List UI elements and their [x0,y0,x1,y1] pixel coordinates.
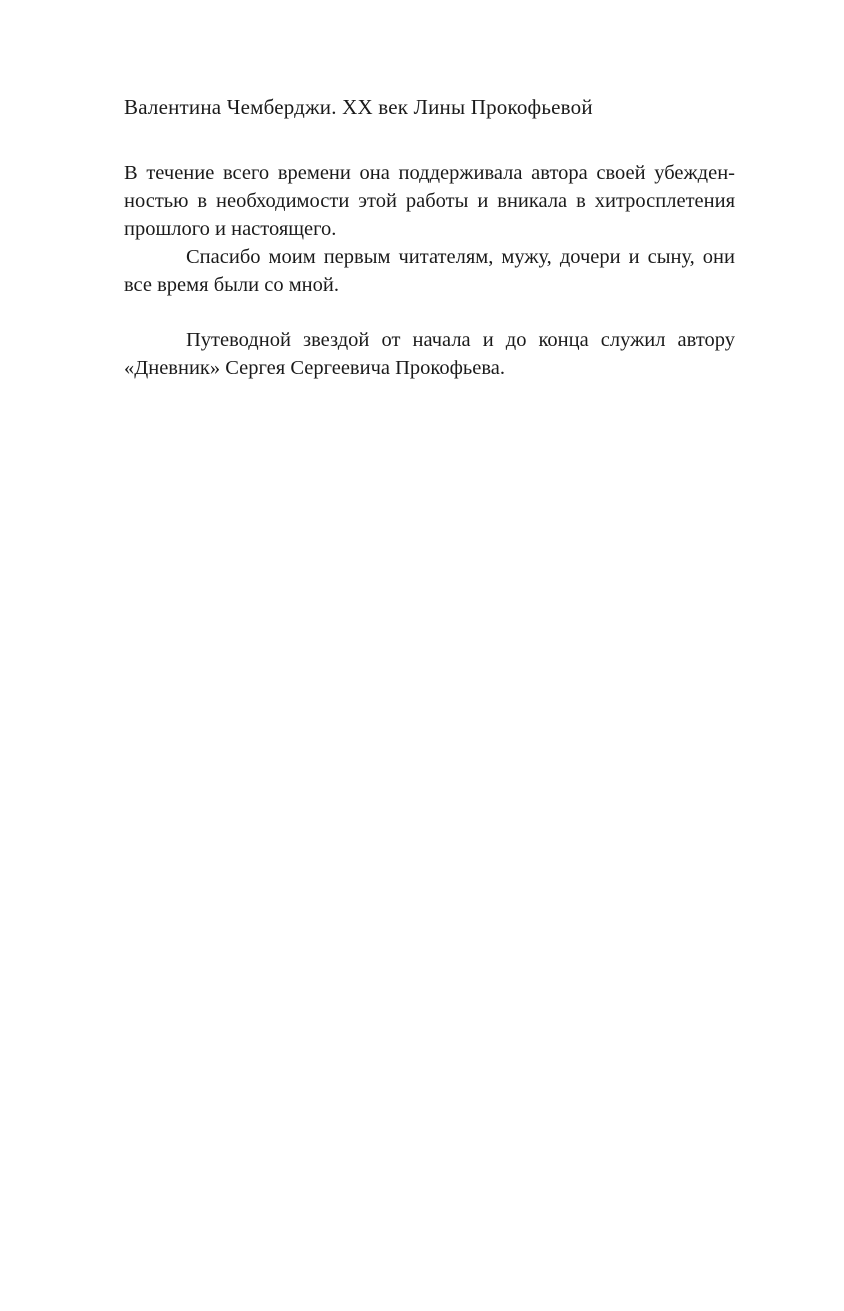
page-body-text [124,159,735,382]
paragraph-gratitude-support [124,159,735,243]
text-line: «Дневник» Сергея Сергеевича Прокофьева. [124,357,505,379]
text-line: Спасибо моим первым читателям, мужу, дочери и сыну, они [186,246,735,268]
text-line: В течение всего времени она поддерживала автора своей убежден- [124,162,735,184]
text-line: все время были со мной. [124,274,339,296]
text-line: прошлого и настоящего. [124,218,337,240]
paragraph-spacer [124,299,735,326]
paragraph-thanks-readers [124,243,735,299]
text-line: Путеводной звездой от начала и до конца служил автору [186,329,735,351]
text-line: ностью в необходимости этой работы и вникала в хитросплетения [124,190,735,212]
running-head: Валентина Чемберджи. XX век Лины Прокофьевой [124,95,593,119]
paragraph-guiding-star [124,326,735,382]
